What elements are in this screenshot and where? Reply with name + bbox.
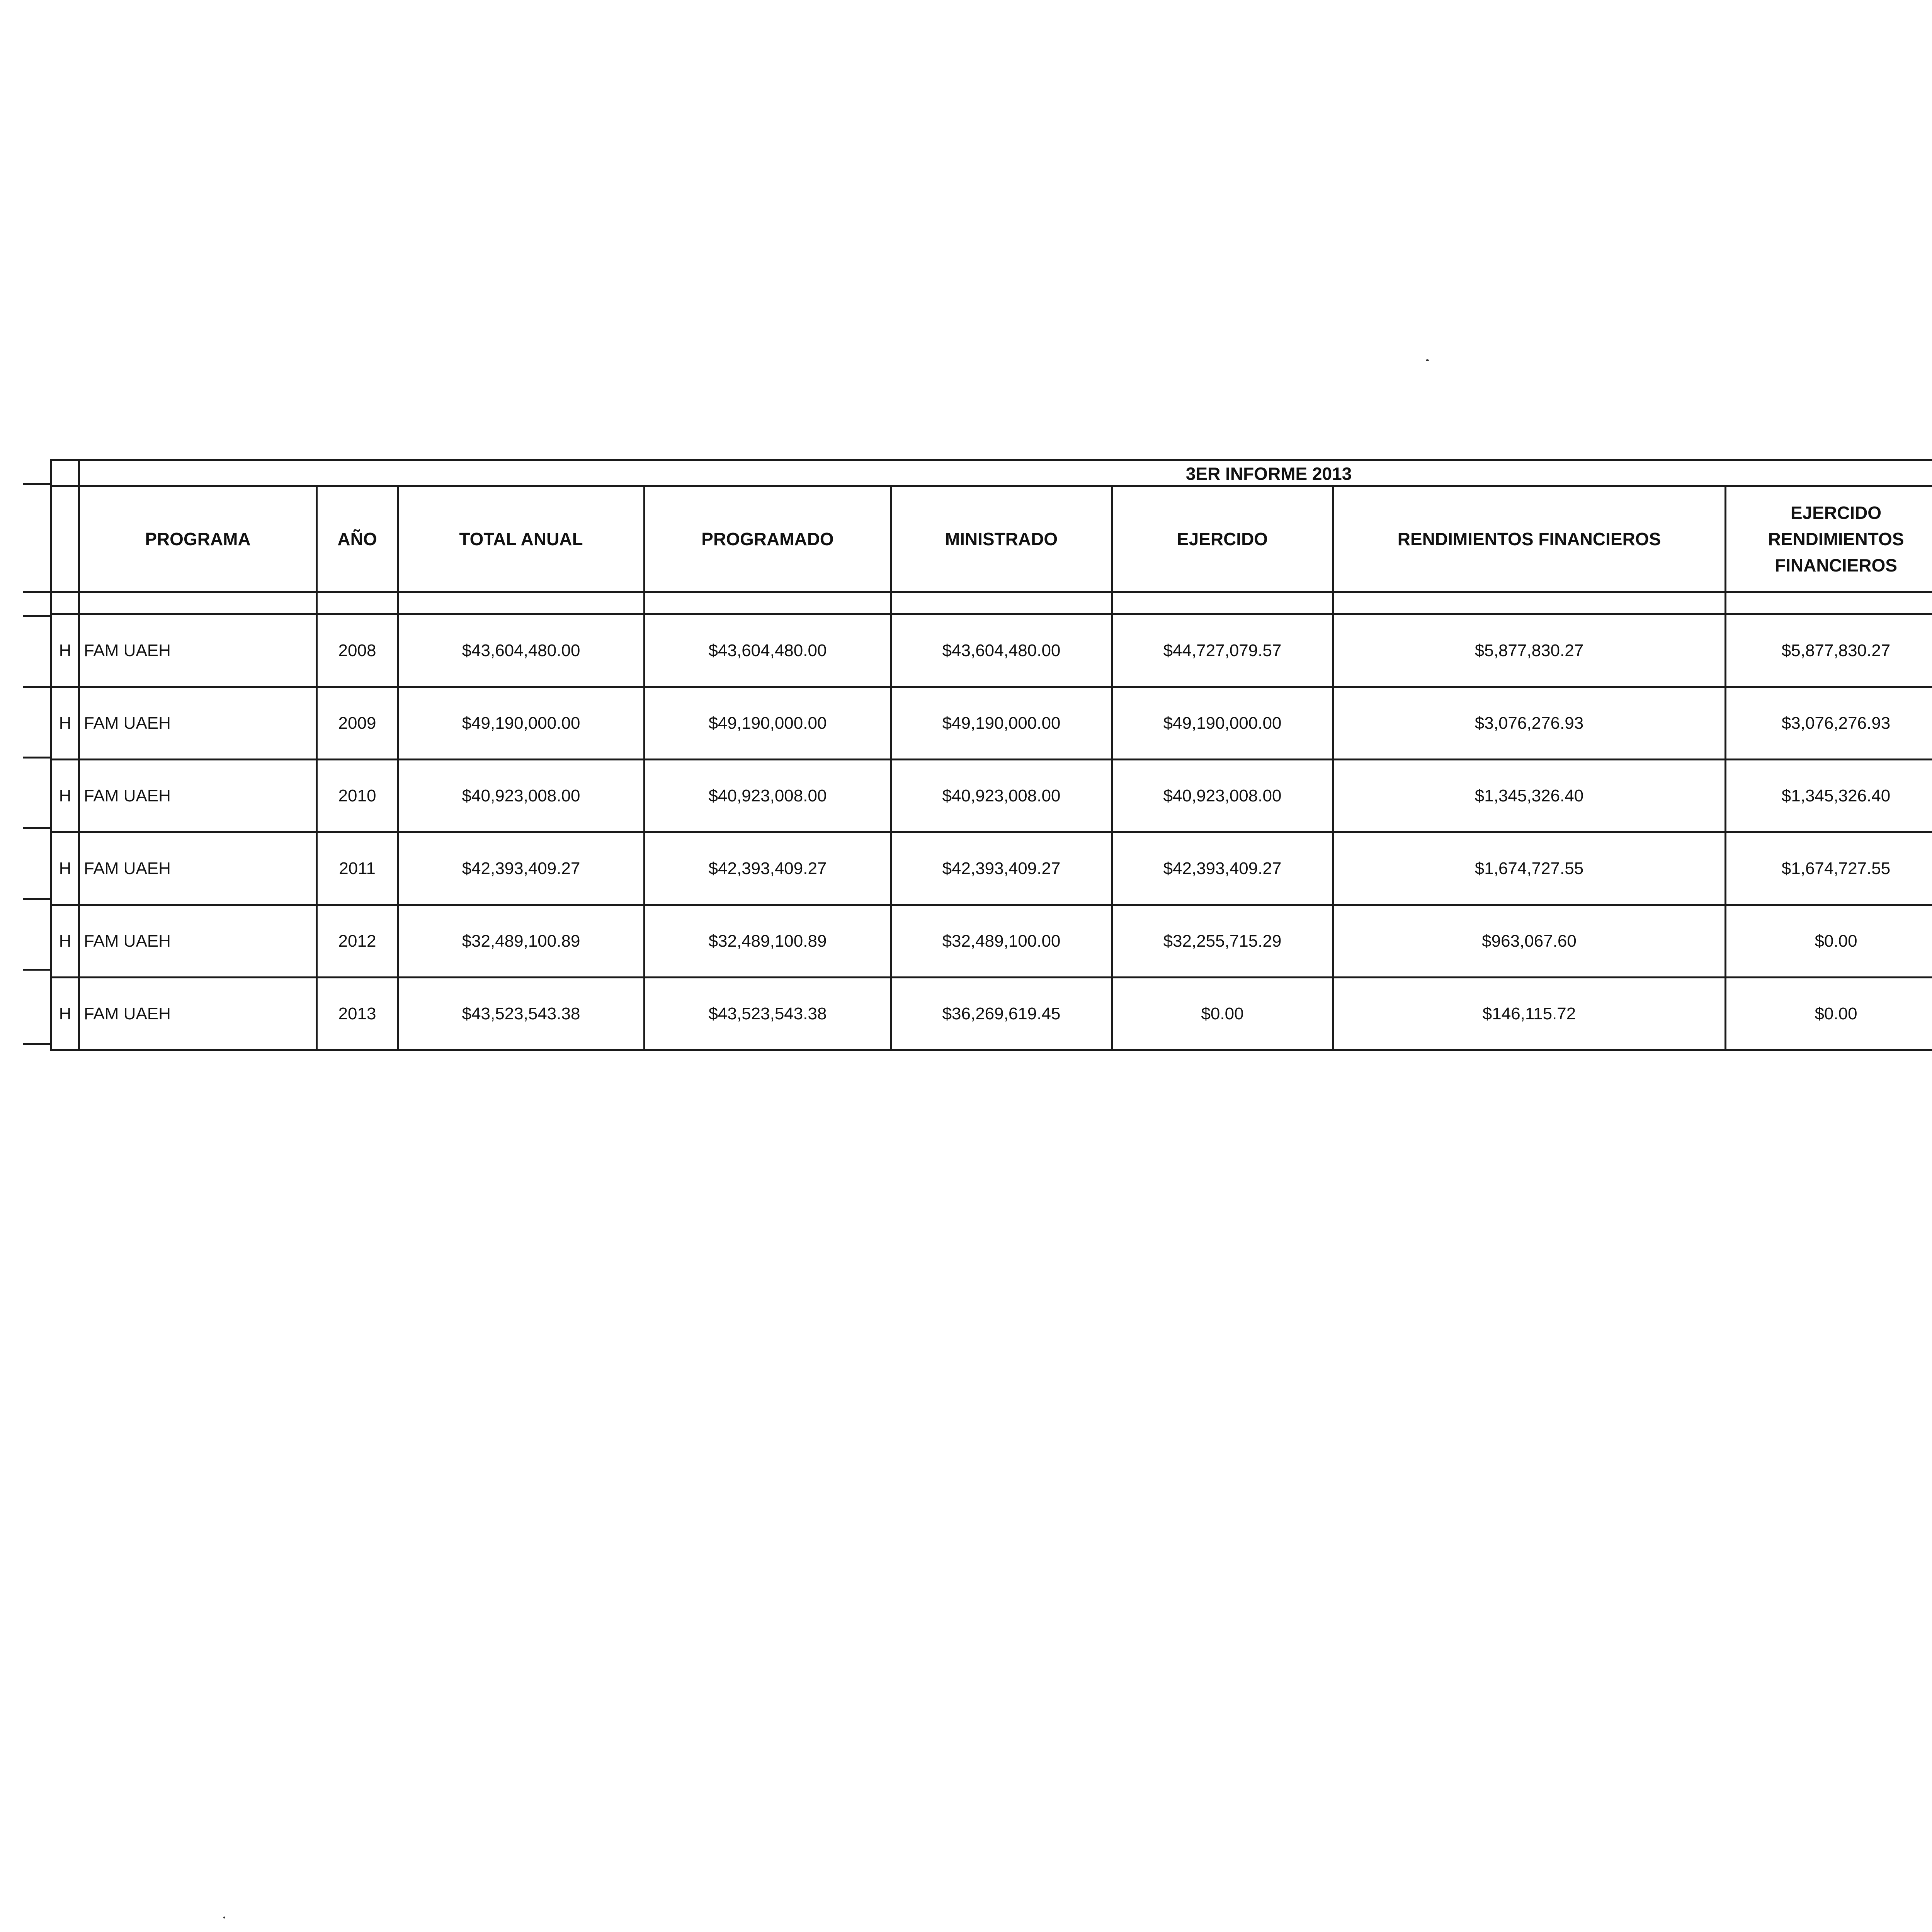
- ejercido-cell: $40,923,008.00: [1112, 760, 1333, 832]
- programa-cell: FAM UAEH: [79, 978, 317, 1050]
- rendimientos-cell: $3,076,276.93: [1333, 687, 1726, 760]
- total-anual-cell: $43,523,543.38: [398, 978, 645, 1050]
- left-rule-line: [23, 757, 52, 759]
- program-code: H: [51, 614, 79, 687]
- rendimientos-cell: $1,674,727.55: [1333, 832, 1726, 905]
- total-anual-cell: $40,923,008.00: [398, 760, 645, 832]
- ministrado-cell: $40,923,008.00: [891, 760, 1112, 832]
- ejercido-rendimientos-cell: $0.00: [1726, 905, 1932, 978]
- total-anual-cell: $49,190,000.00: [398, 687, 645, 760]
- program-code: H: [51, 760, 79, 832]
- ministrado-cell: $42,393,409.27: [891, 832, 1112, 905]
- table-row: [51, 687, 1932, 760]
- anio-cell: 2009: [317, 687, 398, 760]
- programado-cell: $43,523,543.38: [645, 978, 891, 1050]
- programa-cell: FAM UAEH: [79, 905, 317, 978]
- table-row: [51, 978, 1932, 1050]
- blank-cell: [51, 592, 79, 614]
- left-rule-line: [23, 483, 52, 485]
- blank-cell: [398, 592, 645, 614]
- ejercido-rendimientos-cell: $0.00: [1726, 978, 1932, 1050]
- ministrado-cell: $43,604,480.00: [891, 614, 1112, 687]
- table-row: [51, 614, 1932, 687]
- ejercido-cell: $42,393,409.27: [1112, 832, 1333, 905]
- anio-cell: 2010: [317, 760, 398, 832]
- left-rule-line: [23, 591, 52, 593]
- programa-cell: FAM UAEH: [79, 687, 317, 760]
- ministrado-cell: $49,190,000.00: [891, 687, 1112, 760]
- blank-cell: [79, 592, 317, 614]
- header-ejercido-rendimientos-financieros: EJERCIDO RENDIMIENTOS FINANCIEROS: [1726, 486, 1932, 592]
- scan-speck: [223, 1917, 225, 1918]
- header-ministrado: MINISTRADO: [891, 486, 1112, 592]
- table-row: [51, 760, 1932, 832]
- rendimientos-cell: $146,115.72: [1333, 978, 1726, 1050]
- left-rule-line: [23, 898, 52, 900]
- programa-cell: FAM UAEH: [79, 832, 317, 905]
- programado-cell: $32,489,100.89: [645, 905, 891, 978]
- header-anio: AÑO: [317, 486, 398, 592]
- ejercido-rendimientos-cell: $1,674,727.55: [1726, 832, 1932, 905]
- program-code: H: [51, 687, 79, 760]
- programado-cell: $49,190,000.00: [645, 687, 891, 760]
- program-code: H: [51, 832, 79, 905]
- programa-cell: FAM UAEH: [79, 760, 317, 832]
- blank-cell: [1112, 592, 1333, 614]
- programado-cell: $42,393,409.27: [645, 832, 891, 905]
- left-rule-line: [23, 969, 52, 971]
- blank-cell: [891, 592, 1112, 614]
- ejercido-cell: $49,190,000.00: [1112, 687, 1333, 760]
- ejercido-rendimientos-cell: $3,076,276.93: [1726, 687, 1932, 760]
- anio-cell: 2011: [317, 832, 398, 905]
- ejercido-rendimientos-cell: $5,877,830.27: [1726, 614, 1932, 687]
- table-row: [51, 832, 1932, 905]
- rendimientos-cell: $5,877,830.27: [1333, 614, 1726, 687]
- rendimientos-cell: $963,067.60: [1333, 905, 1726, 978]
- header-programa: PROGRAMA: [79, 486, 317, 592]
- anio-cell: 2013: [317, 978, 398, 1050]
- left-rule-line: [23, 1043, 52, 1045]
- program-code: H: [51, 978, 79, 1050]
- blank-cell: [317, 592, 398, 614]
- programado-cell: $40,923,008.00: [645, 760, 891, 832]
- blank-cell: [645, 592, 891, 614]
- title-gutter-cell: [51, 460, 79, 486]
- rendimientos-cell: $1,345,326.40: [1333, 760, 1726, 832]
- ministrado-cell: $32,489,100.00: [891, 905, 1112, 978]
- header-programado: PROGRAMADO: [645, 486, 891, 592]
- ministrado-cell: $36,269,619.45: [891, 978, 1112, 1050]
- blank-cell: [1333, 592, 1726, 614]
- report-table: [50, 459, 1932, 1051]
- programa-cell: FAM UAEH: [79, 614, 317, 687]
- blank-cell: [1726, 592, 1932, 614]
- total-anual-cell: $42,393,409.27: [398, 832, 645, 905]
- blank-spacer-row: [51, 592, 1932, 614]
- header-total-anual: TOTAL ANUAL: [398, 486, 645, 592]
- code-header-cell: [51, 486, 79, 592]
- table-row: [51, 905, 1932, 978]
- ejercido-cell: $32,255,715.29: [1112, 905, 1333, 978]
- anio-cell: 2012: [317, 905, 398, 978]
- ejercido-cell: $0.00: [1112, 978, 1333, 1050]
- left-rule-line: [23, 827, 52, 829]
- ejercido-rendimientos-cell: $1,345,326.40: [1726, 760, 1932, 832]
- header-ejercido: EJERCIDO: [1112, 486, 1333, 592]
- report-title: 3ER INFORME 2013: [79, 460, 1932, 486]
- ejercido-cell: $44,727,079.57: [1112, 614, 1333, 687]
- total-anual-cell: $43,604,480.00: [398, 614, 645, 687]
- scan-speck: [1426, 359, 1429, 361]
- total-anual-cell: $32,489,100.89: [398, 905, 645, 978]
- programado-cell: $43,604,480.00: [645, 614, 891, 687]
- left-rule-line: [23, 686, 52, 688]
- program-code: H: [51, 905, 79, 978]
- left-rule-line: [23, 615, 52, 617]
- anio-cell: 2008: [317, 614, 398, 687]
- header-rendimientos-financieros: RENDIMIENTOS FINANCIEROS: [1333, 486, 1726, 592]
- column-header-row: [51, 486, 1932, 592]
- report-title-row: [51, 460, 1932, 486]
